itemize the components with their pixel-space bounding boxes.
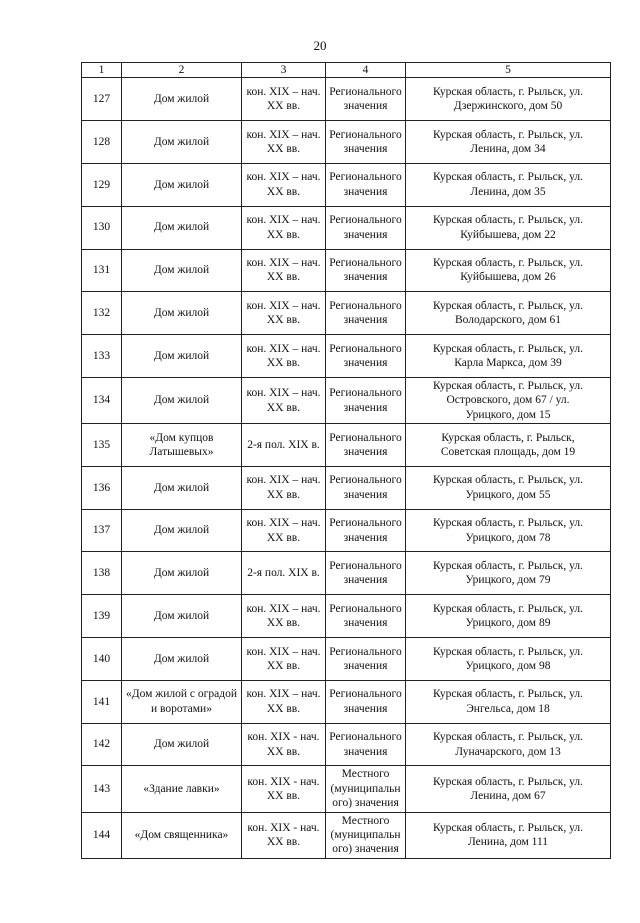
- object-category-cell-text: Регионального значения: [329, 431, 402, 458]
- object-category-cell-text: Регионального значения: [329, 517, 402, 544]
- object-date-cell: [242, 638, 326, 681]
- object-category-cell-text: Регионального значения: [329, 731, 402, 758]
- object-name-cell: [122, 424, 242, 467]
- object-date-cell: [242, 466, 326, 509]
- object-date-cell-text: кон. XIX – нач. XX вв.: [246, 474, 321, 501]
- object-name-cell: [122, 552, 242, 595]
- object-address-cell-text: Курская область, г. Рыльск, ул. Урицкого, дом 89: [433, 602, 583, 630]
- object-date-cell-text: кон. XIX – нач. XX вв.: [246, 171, 321, 198]
- object-number-cell-text: 135: [92, 438, 111, 451]
- object-category-cell-text: Регионального значения: [329, 342, 402, 370]
- object-address-cell: [406, 377, 611, 423]
- object-date-cell: [242, 78, 326, 121]
- column-header: 4: [326, 63, 406, 78]
- object-date-cell-text: кон. XIX – нач. XX вв.: [246, 342, 321, 370]
- object-address-cell: [406, 466, 611, 509]
- object-date-cell-text: кон. XIX - нач. XX вв.: [247, 821, 320, 849]
- object-name-cell: [122, 812, 242, 858]
- object-number-cell: [82, 163, 122, 206]
- table-row: [82, 638, 611, 681]
- object-name-cell: [122, 766, 242, 812]
- object-number-cell-text: 137: [92, 524, 111, 537]
- object-name-cell-text: «Дом жилой с оградой и воротами»: [126, 688, 237, 715]
- object-name-cell-text: «Дом священника»: [134, 828, 229, 841]
- object-name-cell: [122, 723, 242, 766]
- table-row: [82, 206, 611, 249]
- object-address-cell: [406, 335, 611, 378]
- object-date-cell-text: кон. XIX - нач. XX вв.: [247, 731, 320, 758]
- object-address-cell: [406, 680, 611, 723]
- object-category-cell-text: Регионального значения: [329, 559, 402, 587]
- object-number-cell-text: 143: [92, 782, 111, 795]
- object-category-cell: [326, 680, 406, 723]
- table-row: [82, 466, 611, 509]
- object-address-cell-text: Курская область, г. Рыльск, ул. Ленина, дом 34: [433, 128, 583, 156]
- object-number-cell: [82, 638, 122, 681]
- object-date-cell-text: кон. XIX – нач. XX вв.: [246, 387, 321, 414]
- object-number-cell: [82, 335, 122, 378]
- object-name-cell-text: «Дом купцов Латышевых»: [149, 431, 214, 458]
- object-name-cell: [122, 595, 242, 638]
- object-name-cell: [122, 377, 242, 423]
- object-date-cell: [242, 552, 326, 595]
- object-address-cell: [406, 595, 611, 638]
- object-category-cell-text: Местного (муниципальн ого) значения: [330, 768, 401, 810]
- object-name-cell: [122, 638, 242, 681]
- object-date-cell: [242, 206, 326, 249]
- object-category-cell-text: Регионального значения: [329, 645, 402, 672]
- object-number-cell-text: 133: [92, 349, 111, 362]
- object-name-cell: [122, 335, 242, 378]
- object-date-cell-text: кон. XIX – нач. XX вв.: [246, 299, 321, 327]
- heritage-registry-table: [81, 62, 611, 859]
- table-row: [82, 249, 611, 292]
- object-date-cell: [242, 766, 326, 812]
- object-name-cell-text: Дом жилой: [153, 738, 210, 751]
- object-name-cell: [122, 163, 242, 206]
- table-row: [82, 78, 611, 121]
- object-name-cell: [122, 466, 242, 509]
- object-address-cell-text: Курская область, г. Рыльск, ул. Куйбышева, дом 26: [433, 257, 583, 284]
- table-row: [82, 163, 611, 206]
- object-name-cell: [122, 206, 242, 249]
- object-name-cell: [122, 121, 242, 164]
- object-category-cell-text: Местного (муниципальн ого) значения: [330, 814, 401, 856]
- object-address-cell-text: Курская область, г. Рыльск, ул. Володарского, дом 61: [433, 299, 583, 327]
- object-address-cell: [406, 249, 611, 292]
- object-category-cell-text: Регионального значения: [329, 474, 402, 501]
- object-date-cell: [242, 377, 326, 423]
- object-date-cell: [242, 121, 326, 164]
- object-date-cell: [242, 680, 326, 723]
- object-number-cell: [82, 292, 122, 335]
- object-category-cell: [326, 206, 406, 249]
- table-row: [82, 552, 611, 595]
- object-address-cell: [406, 723, 611, 766]
- object-address-cell: [406, 766, 611, 812]
- object-address-cell-text: Курская область, г. Рыльск, ул. Дзержинского, дом 50: [433, 85, 583, 113]
- object-date-cell-text: кон. XIX – нач. XX вв.: [246, 214, 321, 241]
- table-row: [82, 812, 611, 858]
- object-address-cell: [406, 424, 611, 467]
- object-date-cell-text: 2-я пол. XIX в.: [247, 567, 320, 580]
- object-number-cell-text: 141: [92, 695, 111, 708]
- object-number-cell-text: 129: [92, 178, 111, 191]
- object-number-cell-text: 138: [92, 567, 111, 580]
- object-name-cell: [122, 249, 242, 292]
- object-number-cell-text: 132: [92, 307, 111, 320]
- object-category-cell: [326, 121, 406, 164]
- object-number-cell: [82, 723, 122, 766]
- object-name-cell-text: Дом жилой: [153, 93, 210, 106]
- object-name-cell-text: Дом жилой: [153, 652, 210, 665]
- object-category-cell: [326, 335, 406, 378]
- object-category-cell: [326, 466, 406, 509]
- table-row: [82, 292, 611, 335]
- object-number-cell: [82, 766, 122, 812]
- table-row: [82, 121, 611, 164]
- column-header: 1: [82, 63, 122, 78]
- object-name-cell-text: Дом жилой: [153, 178, 210, 191]
- column-header: 5: [406, 63, 611, 78]
- object-address-cell-text: Курская область, г. Рыльск, ул. Островского, дом 67 / ул. Урицкого, дом 15: [433, 379, 583, 421]
- object-number-cell: [82, 595, 122, 638]
- object-category-cell-text: Регионального значения: [329, 257, 402, 284]
- object-number-cell: [82, 552, 122, 595]
- object-number-cell: [82, 812, 122, 858]
- object-date-cell: [242, 812, 326, 858]
- object-category-cell: [326, 595, 406, 638]
- object-category-cell-text: Регионального значения: [329, 387, 402, 414]
- object-name-cell-text: «Здание лавки»: [143, 782, 220, 795]
- table-header-row: [82, 63, 611, 78]
- object-date-cell: [242, 335, 326, 378]
- object-address-cell: [406, 78, 611, 121]
- object-address-cell-text: Курская область, г. Рыльск, ул. Ленина, дом 111: [433, 821, 583, 849]
- object-number-cell: [82, 206, 122, 249]
- column-header: 2: [122, 63, 242, 78]
- object-category-cell: [326, 638, 406, 681]
- object-date-cell: [242, 723, 326, 766]
- object-date-cell: [242, 595, 326, 638]
- object-address-cell-text: Курская область, г. Рыльск, ул. Урицкого, дом 79: [433, 559, 583, 587]
- object-address-cell: [406, 509, 611, 552]
- object-number-cell-text: 131: [92, 264, 111, 277]
- object-category-cell: [326, 377, 406, 423]
- object-category-cell: [326, 552, 406, 595]
- object-date-cell-text: кон. XIX – нач. XX вв.: [246, 517, 321, 544]
- object-date-cell: [242, 292, 326, 335]
- object-category-cell-text: Регионального значения: [329, 214, 402, 241]
- object-address-cell: [406, 552, 611, 595]
- table-row: [82, 509, 611, 552]
- page-number: 20: [313, 38, 327, 53]
- object-name-cell-text: Дом жилой: [153, 135, 210, 148]
- object-number-cell: [82, 78, 122, 121]
- object-number-cell: [82, 377, 122, 423]
- object-date-cell: [242, 424, 326, 467]
- object-name-cell-text: Дом жилой: [153, 394, 210, 407]
- object-number-cell-text: 127: [92, 93, 111, 106]
- object-category-cell: [326, 509, 406, 552]
- object-category-cell-text: Регионального значения: [329, 171, 402, 198]
- object-name-cell: [122, 680, 242, 723]
- object-number-cell-text: 134: [92, 394, 111, 407]
- object-date-cell: [242, 163, 326, 206]
- table-row: [82, 680, 611, 723]
- object-address-cell: [406, 121, 611, 164]
- object-number-cell: [82, 509, 122, 552]
- object-category-cell-text: Регионального значения: [329, 688, 402, 715]
- object-address-cell-text: Курская область, г. Рыльск, ул. Луначарского, дом 13: [433, 731, 583, 758]
- object-address-cell-text: Курская область, г. Рыльск, ул. Ленина, дом 67: [433, 775, 583, 803]
- object-category-cell: [326, 424, 406, 467]
- object-address-cell-text: Курская область, г. Рыльск, ул. Куйбышева, дом 22: [433, 214, 583, 241]
- object-address-cell-text: Курская область, г. Рыльск, ул. Урицкого, дом 98: [433, 645, 583, 672]
- object-name-cell: [122, 292, 242, 335]
- object-name-cell-text: Дом жилой: [153, 307, 210, 320]
- object-name-cell-text: Дом жилой: [153, 221, 210, 234]
- object-number-cell-text: 140: [92, 652, 111, 665]
- object-category-cell-text: Регионального значения: [329, 299, 402, 327]
- object-date-cell-text: кон. XIX – нач. XX вв.: [246, 688, 321, 715]
- object-number-cell-text: 142: [92, 738, 111, 751]
- object-date-cell: [242, 509, 326, 552]
- object-number-cell-text: 144: [92, 828, 111, 841]
- object-category-cell: [326, 78, 406, 121]
- table-row: [82, 424, 611, 467]
- object-number-cell: [82, 424, 122, 467]
- object-date-cell-text: кон. XIX – нач. XX вв.: [246, 602, 321, 630]
- object-number-cell: [82, 466, 122, 509]
- object-address-cell-text: Курская область, г. Рыльск, Советская площадь, дом 19: [440, 431, 576, 458]
- table-row: [82, 377, 611, 423]
- object-address-cell-text: Курская область, г. Рыльск, ул. Карла Маркса, дом 39: [433, 342, 583, 370]
- object-address-cell-text: Курская область, г. Рыльск, ул. Урицкого, дом 55: [433, 474, 583, 501]
- table-row: [82, 766, 611, 812]
- object-number-cell-text: 136: [92, 481, 111, 494]
- object-address-cell: [406, 292, 611, 335]
- object-address-cell: [406, 812, 611, 858]
- object-number-cell: [82, 121, 122, 164]
- object-category-cell-text: Регионального значения: [329, 602, 402, 630]
- object-name-cell-text: Дом жилой: [153, 264, 210, 277]
- object-date-cell-text: кон. XIX - нач. XX вв.: [247, 775, 320, 803]
- table-row: [82, 723, 611, 766]
- object-address-cell-text: Курская область, г. Рыльск, ул. Урицкого, дом 78: [433, 517, 583, 544]
- object-address-cell: [406, 206, 611, 249]
- object-address-cell: [406, 638, 611, 681]
- object-name-cell-text: Дом жилой: [153, 567, 210, 580]
- object-category-cell: [326, 812, 406, 858]
- object-name-cell: [122, 509, 242, 552]
- object-name-cell-text: Дом жилой: [153, 481, 210, 494]
- object-date-cell: [242, 249, 326, 292]
- object-date-cell-text: кон. XIX – нач. XX вв.: [246, 85, 321, 113]
- object-date-cell-text: 2-я пол. XIX в.: [247, 438, 320, 451]
- object-category-cell-text: Регионального значения: [329, 128, 402, 156]
- object-date-cell-text: кон. XIX – нач. XX вв.: [246, 257, 321, 284]
- object-name-cell-text: Дом жилой: [153, 609, 210, 622]
- table-row: [82, 595, 611, 638]
- object-name-cell: [122, 78, 242, 121]
- object-number-cell-text: 139: [92, 609, 111, 622]
- object-category-cell: [326, 766, 406, 812]
- column-header: 3: [242, 63, 326, 78]
- object-name-cell-text: Дом жилой: [153, 524, 210, 537]
- object-address-cell-text: Курская область, г. Рыльск, ул. Энгельса, дом 18: [433, 688, 583, 715]
- object-address-cell-text: Курская область, г. Рыльск, ул. Ленина, дом 35: [433, 171, 583, 198]
- object-number-cell: [82, 680, 122, 723]
- object-name-cell-text: Дом жилой: [153, 349, 210, 362]
- object-number-cell: [82, 249, 122, 292]
- object-category-cell: [326, 249, 406, 292]
- object-number-cell-text: 128: [92, 135, 111, 148]
- table-row: [82, 335, 611, 378]
- object-address-cell: [406, 163, 611, 206]
- object-category-cell: [326, 292, 406, 335]
- object-category-cell-text: Регионального значения: [329, 85, 402, 113]
- object-category-cell: [326, 723, 406, 766]
- object-category-cell: [326, 163, 406, 206]
- object-number-cell-text: 130: [92, 221, 111, 234]
- object-date-cell-text: кон. XIX – нач. XX вв.: [246, 128, 321, 156]
- object-date-cell-text: кон. XIX – нач. XX вв.: [246, 645, 321, 672]
